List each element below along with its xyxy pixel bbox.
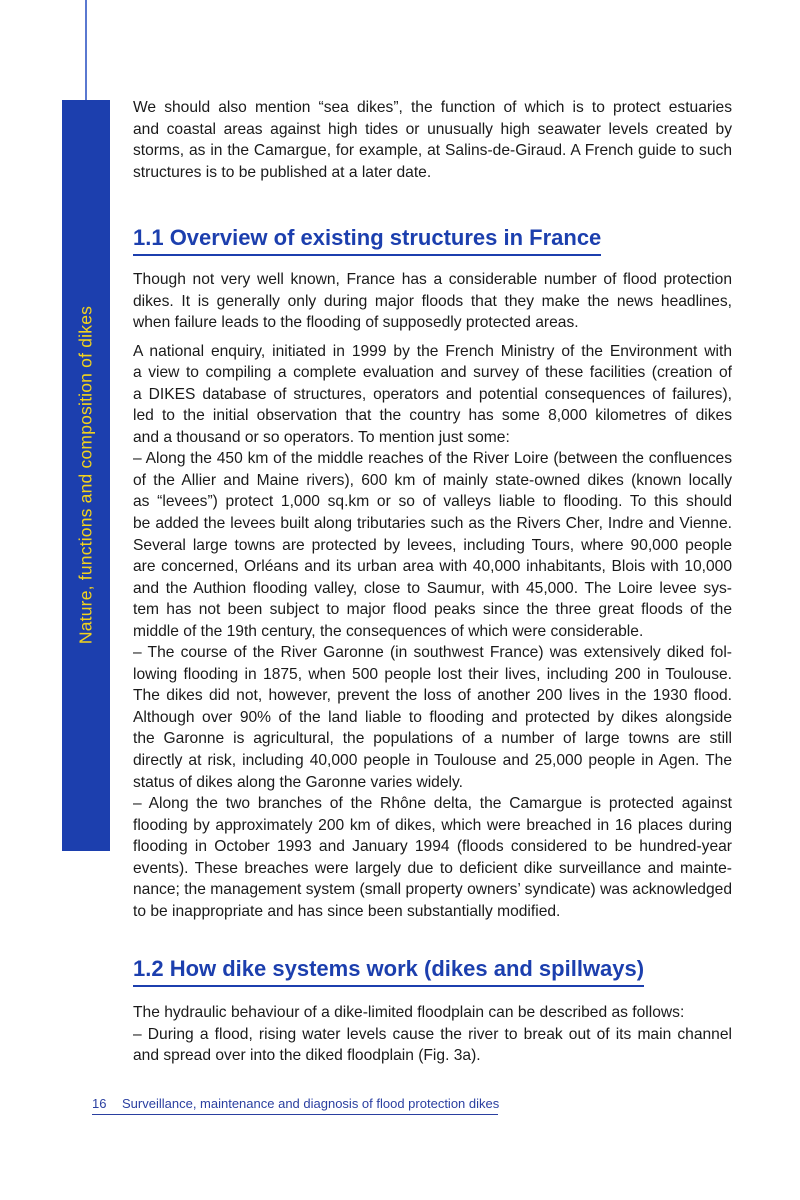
text-line: Several large towns are protected by levees, including Tours, where 90,000 people — [133, 536, 732, 554]
text-line: Although over 90% of the land liable to flooding and protected by dikes alongside — [133, 708, 732, 726]
paragraph — [133, 448, 732, 642]
section-1-1-body — [133, 269, 732, 922]
text-line: A national enquiry, initiated in 1999 by the French Ministry of the Environment with — [133, 342, 732, 360]
text-line: The dikes did not, however, prevent the loss of another 200 lives in the 1930 flood. — [133, 687, 732, 705]
section-heading-1-1: 1.1 Overview of existing structures in France — [133, 225, 601, 256]
section-1-2-body — [133, 1002, 732, 1067]
text-line: storms, as in the Camargue, for example, at Salins-de-Giraud. A French guide to such — [133, 142, 732, 160]
book-title: Surveillance, maintenance and diagnosis of flood protection dikes — [122, 1096, 500, 1111]
text-line: dikes. It is generally only during major floods that they make the news headlines, — [133, 292, 732, 310]
text-line: lowing flooding in 1875, when 500 people lost their lives, including 200 in Toulouse. — [133, 665, 732, 683]
text-line: Though not very well known, France has a considerable number of flood protection — [133, 271, 732, 288]
paragraph — [133, 97, 732, 183]
text-line: – The course of the River Garonne (in southwest France) was extensively diked fol- — [133, 644, 732, 662]
text-line: are concerned, Orléans and its urban area with 40,000 inhabitants, Blois with 10,000 — [133, 558, 732, 576]
text-line: middle of the 19th century, the consequences of which were considerable. — [133, 622, 644, 640]
paragraph — [133, 642, 732, 793]
text-line: – Along the 450 km of the middle reaches of the River Loire (between the confluences — [133, 450, 732, 468]
paragraph — [133, 1002, 732, 1024]
text-line: a view to compiling a complete evaluation and survey of these facilities (creation of — [133, 364, 732, 382]
page-number: 16 — [92, 1096, 107, 1111]
chapter-title: Nature, functions and composition of dikes — [75, 305, 96, 645]
paragraph — [133, 341, 732, 449]
text-line: and coastal areas against high tides or unusually high seawater levels created by — [133, 120, 732, 138]
text-line: tem has not been subject to major flood peaks since the three great floods of the — [133, 601, 732, 619]
text-line: The hydraulic behaviour of a dike-limited floodplain can be described as follows: — [133, 1004, 685, 1021]
text-line: and a thousand or so operators. To mention just some: — [133, 428, 510, 446]
paragraph — [133, 269, 732, 334]
section-heading-1-2: 1.2 How dike systems work (dikes and spillways) — [133, 956, 644, 987]
text-line: – During a flood, rising water levels cause the river to break out of its main channel — [133, 1025, 732, 1043]
text-line: nance; the management system (small property owners’ syndicate) was acknowledged — [133, 881, 732, 899]
chapter-sidebar-tab — [62, 100, 110, 851]
text-line: as “levees”) protect 1,000 sq.km or so of valleys liable to flooding. To this should — [133, 493, 732, 511]
margin-rule — [85, 0, 87, 100]
text-line: a DIKES database of structures, operators and potential consequences of failures), — [133, 385, 732, 403]
text-line: – Along the two branches of the Rhône delta, the Camargue is protected against — [133, 795, 732, 813]
paragraph — [133, 793, 732, 922]
text-line: to be inappropriate and has since been substantially modified. — [133, 902, 561, 920]
intro-text — [133, 97, 732, 183]
text-line: structures is to be published at a later date. — [133, 163, 432, 181]
text-line: flooding in October 1993 and January 1994 (floods considered to be hundred-year — [133, 838, 732, 856]
text-line: We should also mention “sea dikes”, the function of which is to protect estuaries — [133, 99, 732, 116]
text-line: and spread over into the diked floodplain (Fig. 3a). — [133, 1047, 481, 1065]
text-line: status of dikes along the Garonne varies widely. — [133, 773, 463, 791]
text-line: when failure leads to the flooding of supposedly protected areas. — [133, 314, 579, 332]
text-line: directly at risk, including 40,000 people in Toulouse and 25,000 people in Agen. The — [133, 752, 732, 770]
text-line: flooding by approximately 200 km of dikes, which were breached in 16 places during — [133, 816, 732, 834]
text-line: the Garonne is agricultural, the populations of a number of large towns are still — [133, 730, 732, 748]
text-line: led to the initial observation that the country has some 8,000 kilometres of dikes — [133, 407, 732, 425]
text-line: be added the levees built along tributaries such as the Rivers Cher, Indre and Vienne. — [133, 515, 732, 533]
text-line: and the Authion flooding valley, close to Saumur, with 45,000. The Loire levee sys- — [133, 579, 732, 597]
text-line: of the Allier and Maine rivers), 600 km of mainly state-owned dikes (known locally — [133, 471, 732, 489]
page-footer — [92, 1096, 498, 1115]
text-line: events). These breaches were largely due to deficient dike surveillance and mainte- — [133, 859, 732, 877]
paragraph — [133, 1024, 732, 1067]
